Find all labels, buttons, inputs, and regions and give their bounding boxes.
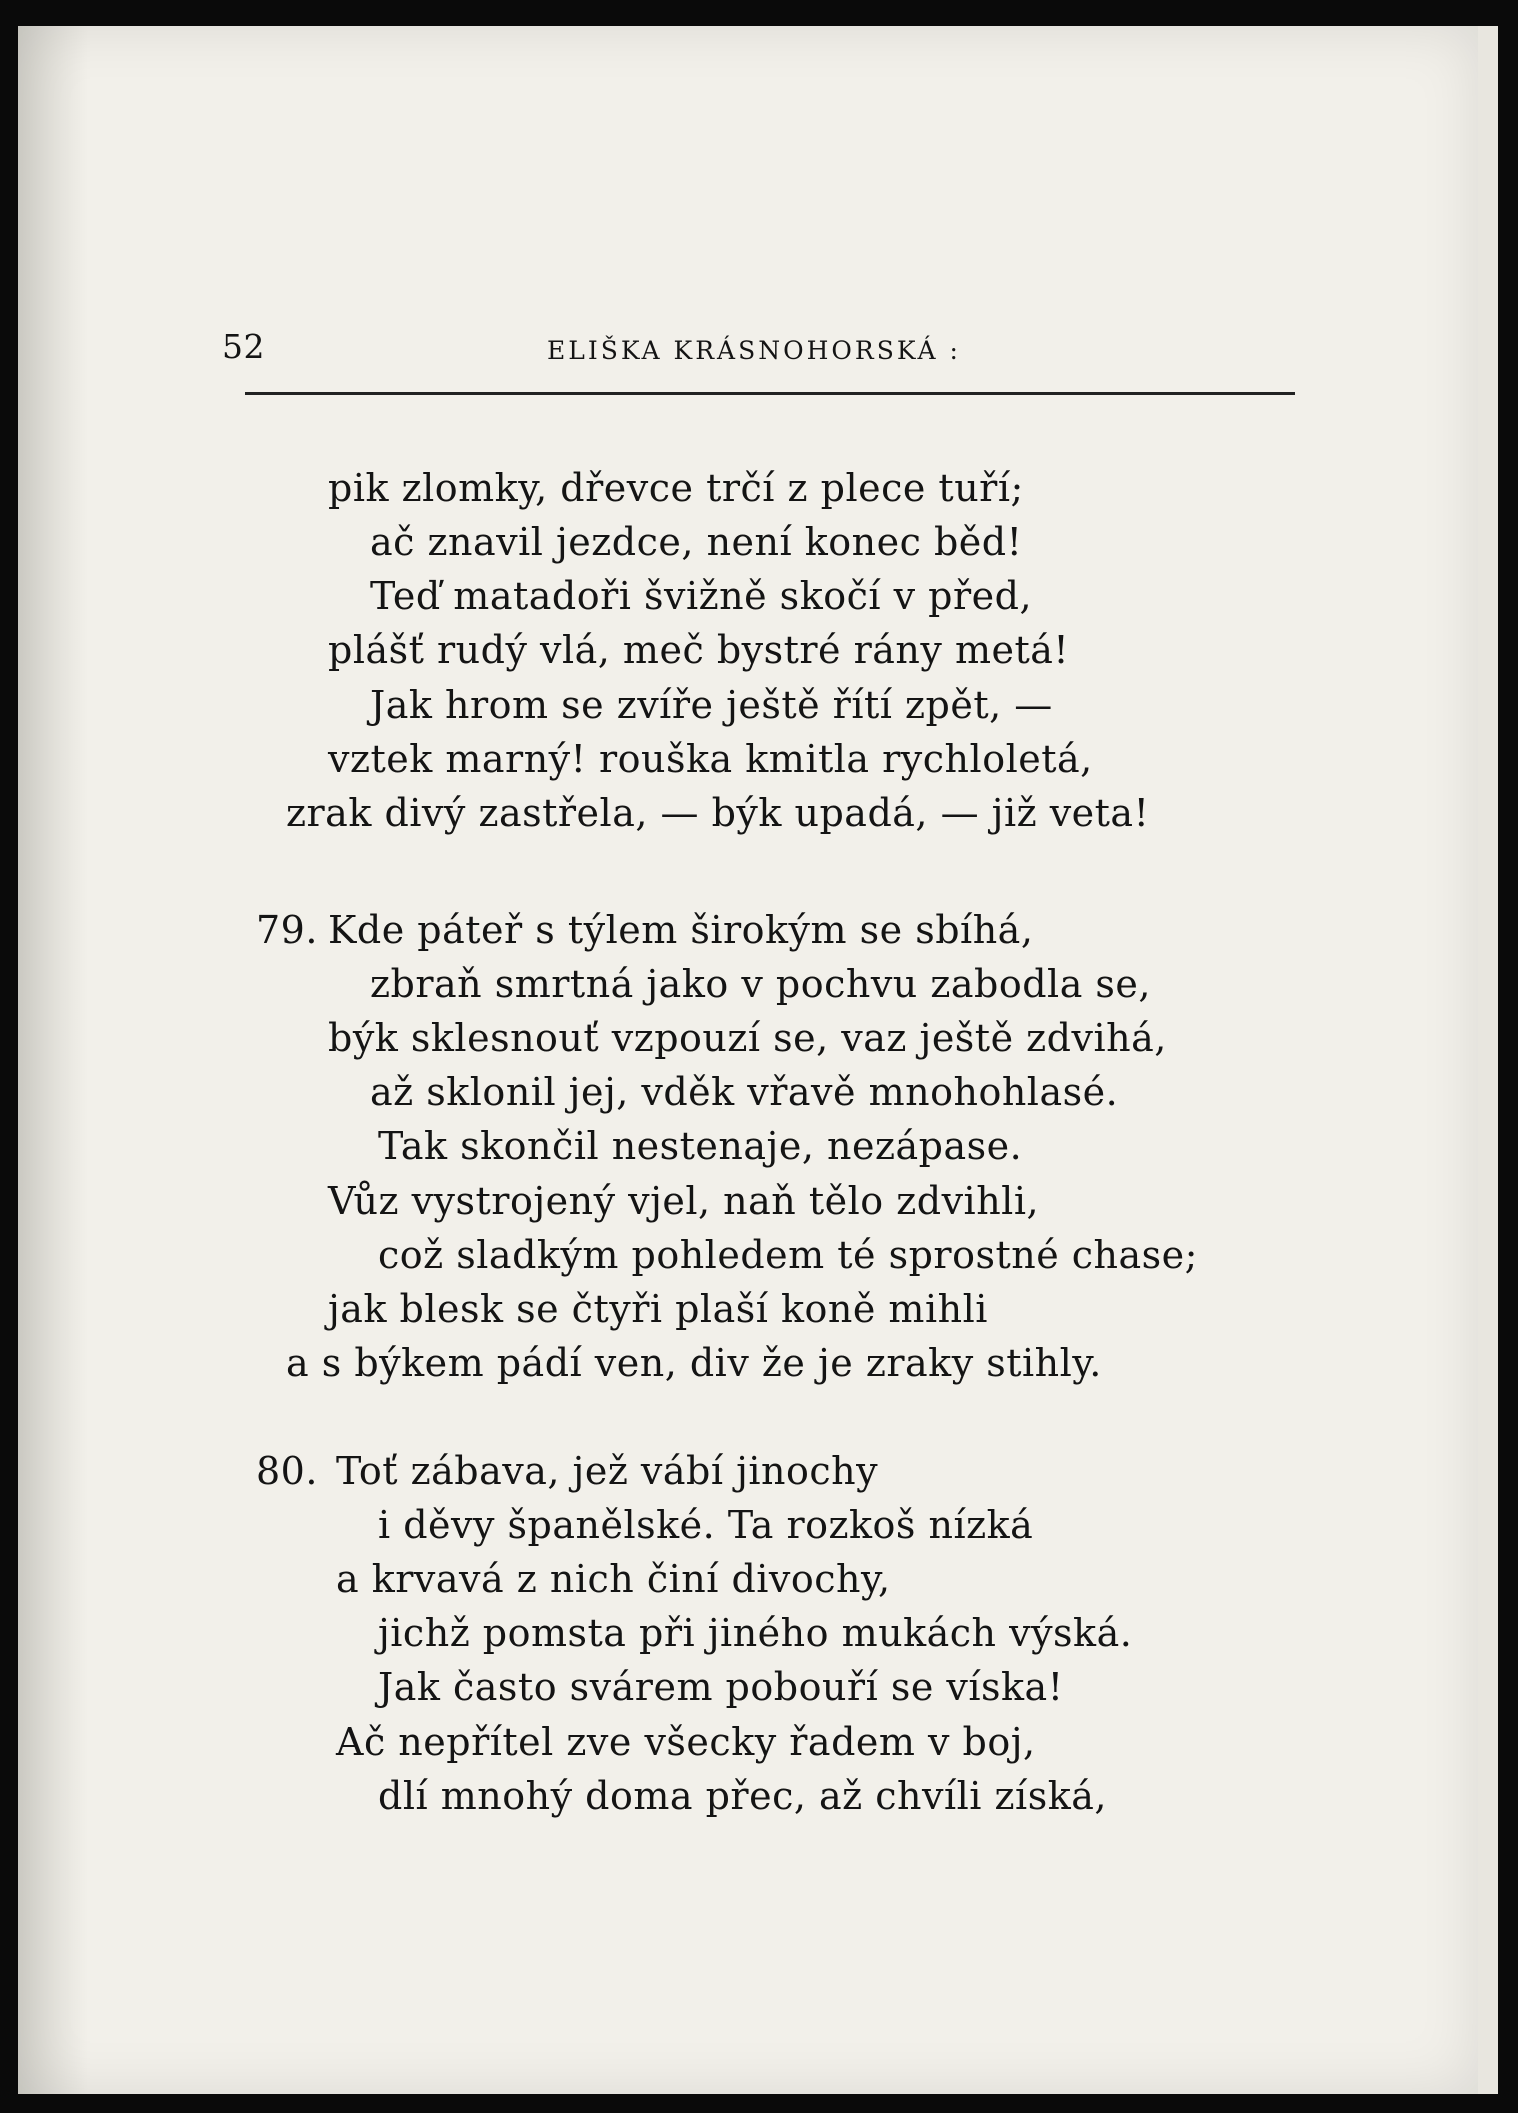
verse-line: a krvavá z nich činí divochy, (336, 1557, 891, 1601)
verse-line: i děvy španělské. Ta rozkoš nízká (378, 1503, 1034, 1547)
verse-line: býk sklesnouť vzpouzí se, vaz ještě zdvihá, (328, 1016, 1167, 1060)
running-head: ELIŠKA KRÁSNOHORSKÁ : (547, 336, 961, 365)
verse-line: až sklonil jej, vděk vřavě mnohohlasé. (370, 1070, 1119, 1114)
verse-line: Teď matadoři švižně skočí v před, (370, 574, 1033, 618)
page-number: 52 (222, 327, 265, 366)
verse-line: jichž pomsta při jiného mukách výská. (378, 1611, 1133, 1655)
stanza-number: 79. (256, 908, 318, 952)
stanza-number: 80. (256, 1449, 318, 1493)
verse-line: Kde páteř s týlem širokým se sbíhá, (328, 908, 1034, 952)
verse-line: pik zlomky, dřevce trčí z plece tuří; (328, 466, 1024, 510)
header-rule (245, 392, 1295, 395)
page-edge (1478, 26, 1498, 2094)
verse-line: Tak skončil nestenaje, nezápase. (378, 1124, 1023, 1168)
verse-line: zrak divý zastřela, — býk upadá, — již veta! (286, 791, 1150, 835)
verse-line: Toť zábava, jež vábí jinochy (336, 1449, 879, 1493)
verse-line: plášť rudý vlá, meč bystré rány metá! (328, 628, 1070, 672)
verse-line: Jak hrom se zvíře ještě řítí zpět, — (370, 683, 1053, 727)
verse-line: a s býkem pádí ven, div že je zraky stihly. (286, 1341, 1102, 1385)
verse-line: zbraň smrtná jako v pochvu zabodla se, (370, 962, 1152, 1006)
verse-line: dlí mnohý doma přec, až chvíli získá, (378, 1774, 1107, 1818)
verse-line: což sladkým pohledem té sprostné chase; (378, 1233, 1198, 1277)
verse-line: vztek marný! rouška kmitla rychloletá, (328, 737, 1093, 781)
verse-line: Ač nepřítel zve všecky řadem v boj, (336, 1720, 1036, 1764)
verse-line: ač znavil jezdce, není konec běd! (370, 520, 1023, 564)
verse-line: Jak často svárem pobouří se víska! (378, 1665, 1064, 1709)
verse-line: jak blesk se čtyři plaší koně mihli (328, 1287, 988, 1331)
verse-line: Vůz vystrojený vjel, naň tělo zdvihli, (328, 1179, 1040, 1223)
